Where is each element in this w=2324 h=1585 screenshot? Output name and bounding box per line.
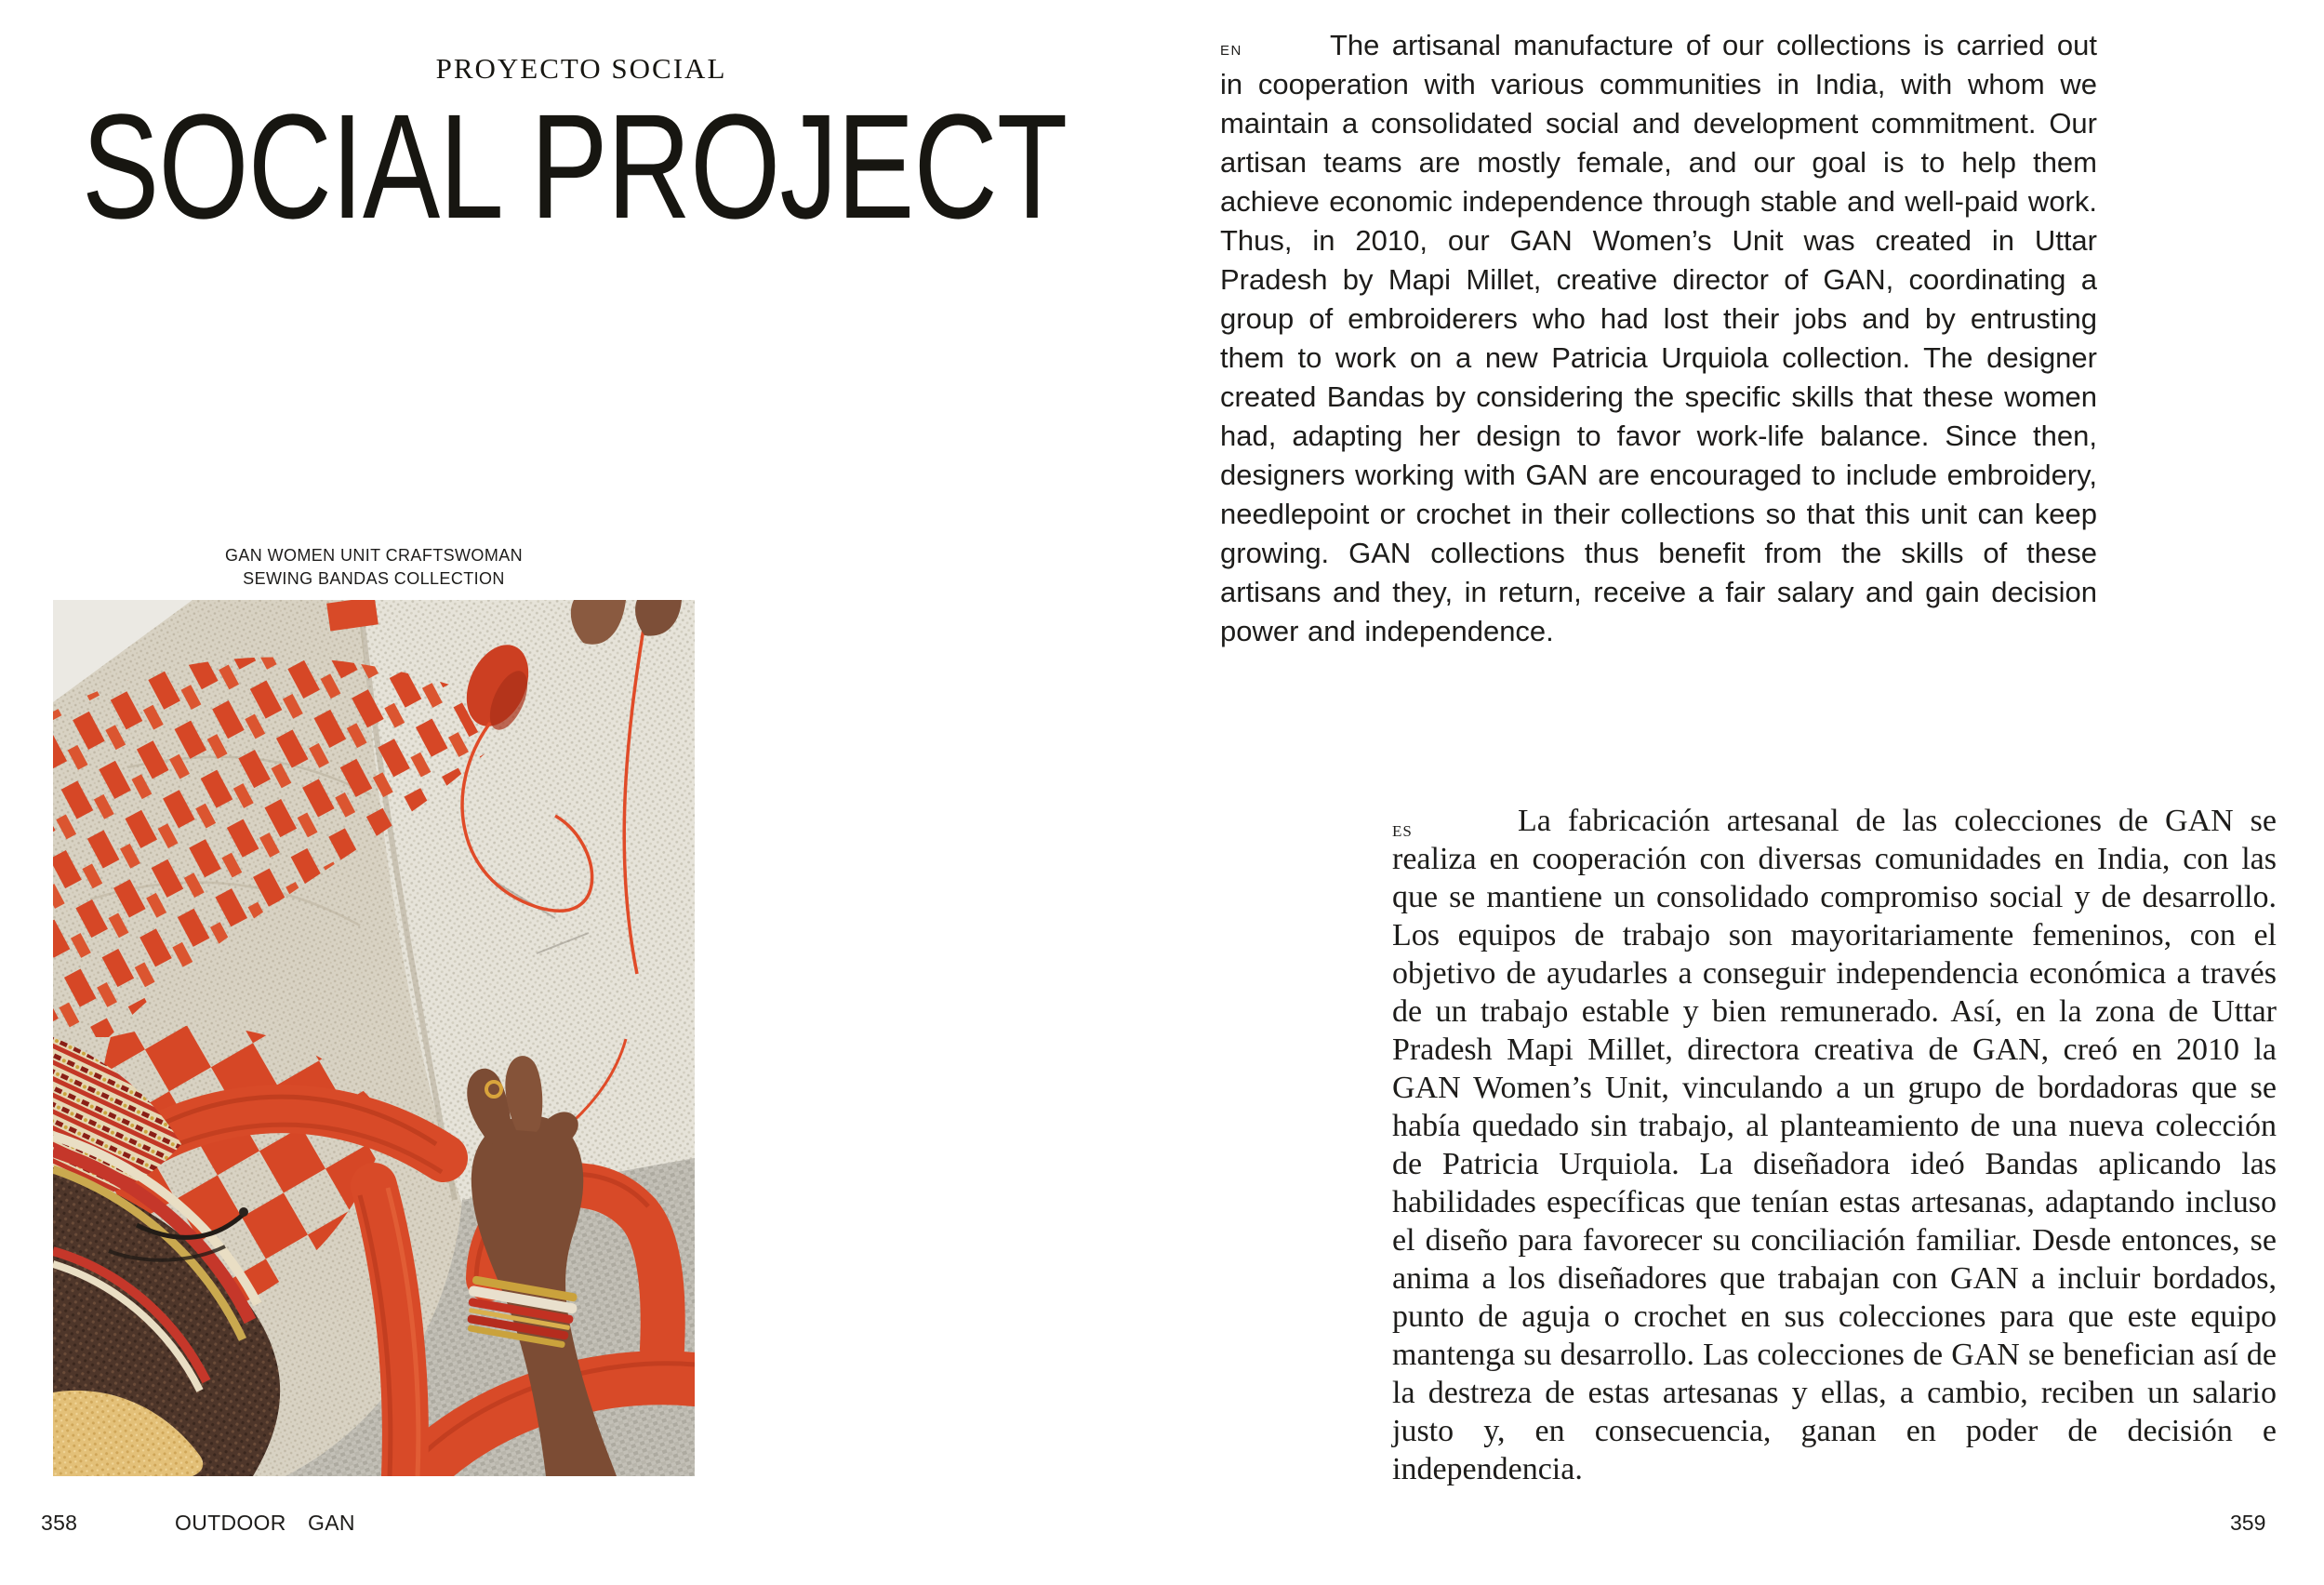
- photo-caption: [53, 544, 695, 591]
- footer-brand-gan: GAN: [308, 1511, 355, 1535]
- page-number-left: 358: [41, 1511, 78, 1535]
- craftswoman-photo: [53, 600, 695, 1476]
- language-label-es: ES: [1392, 822, 1413, 840]
- english-paragraph: The artisanal manufacture of our collections is carried out in cooperation with various communities in India, with whom we maintain a consolidated social and development commitment. Our artisan teams are mostly female, and our goal is to help them achieve economic independence through stable and well-paid work. Thus, in 2010, our GAN Women’s Unit was created in Uttar Pradesh by Mapi Millet, creative director of GAN, coordinating a group of embroiderers who had lost their jobs and by entrusting them to work on a new Patricia Urquiola collection. The designer created Bandas by considering the specific skills that these women had, adapting her design to favor work-life balance. Since then, designers working with GAN are encouraged to include embroidery, needlepoint or crochet in their collections so that this unit can keep growing. GAN collections thus benefit from the skills of these artisans and they, in return, receive a fair salary and gain decision power and independence.: [1220, 29, 2097, 647]
- page-number-right: 359: [2230, 1511, 2266, 1535]
- page-title-text: SOCIAL PROJECT: [82, 83, 1068, 249]
- page-title: [82, 83, 1345, 249]
- spanish-paragraph: La fabricación artesanal de las colecciones de GAN se realiza en cooperación con diversas comunidades en India, con las que se mantiene un consolidado compromiso social y de desarrollo. Los equipos de trabajo son mayoritariamente femeninos, con el objetivo de ayudarles a conseguir independencia económica a través de un trabajo estable y bien remunerado. Así, en la zona de Uttar Pradesh Mapi Millet, directora creativa de GAN, creó en 2010 la GAN Women’s Unit, vinculando a un grupo de bordadoras que se había quedado sin trabajo, al planteamiento de una nueva colección de Patricia Urquiola. La diseñadora ideó Bandas aplicando las habilidades específicas que tenían estas artesanas, adaptando incluso el diseño para favorecer su conciliación familiar. Desde entonces, se anima a los diseñadores que trabajan con GAN a incluir bordados, punto de aguja o crochet en sus colecciones para que este equipo mantenga su desarrollo. Las colecciones de GAN se benefician así de la destreza de estas artesanas y ellas, a cambio, reciben un salario justo y, en consecuencia, ganan en poder de decisión e independencia.: [1392, 804, 2277, 1486]
- footer-section-outdoor: OUTDOOR: [175, 1511, 286, 1535]
- kicker-proyecto-social: PROYECTO SOCIAL: [435, 52, 727, 85]
- language-label-en: EN: [1220, 43, 1242, 59]
- photo-caption-line-1: GAN WOMEN UNIT CRAFTSWOMAN: [224, 546, 524, 565]
- photo-caption-line-2: SEWING BANDAS COLLECTION: [243, 569, 505, 588]
